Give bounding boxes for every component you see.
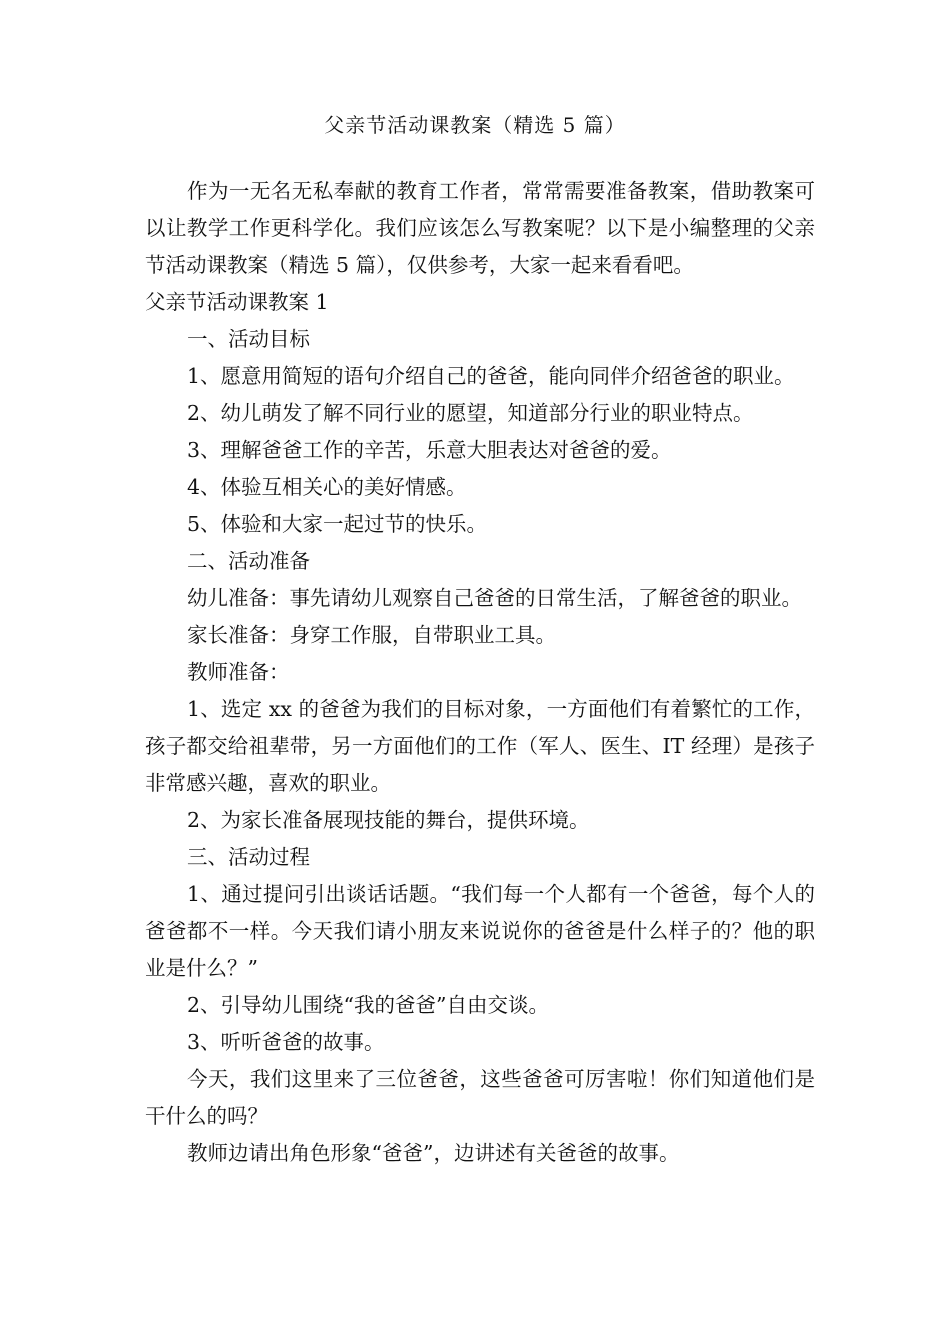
paragraph: 今天，我们这里来了三位爸爸，这些爸爸可厉害啦！你们知道他们是干什么的吗？ xyxy=(145,1067,815,1128)
paragraph: 三、活动过程 xyxy=(187,845,310,869)
paragraph: 1、愿意用简短的语句介绍自己的爸爸，能向同伴介绍爸爸的职业。 xyxy=(187,364,795,388)
document-title: 父亲节活动课教案（精选 5 篇） xyxy=(324,113,626,137)
section-heading: 父亲节活动课教案 1 xyxy=(145,290,329,314)
paragraph: 5、体验和大家一起过节的快乐。 xyxy=(187,512,488,536)
paragraph: 教师准备： xyxy=(187,660,290,684)
paragraph: 3、理解爸爸工作的辛苦，乐意大胆表达对爸爸的爱。 xyxy=(187,438,672,462)
document-body xyxy=(145,173,815,1172)
paragraph: 3、听听爸爸的故事。 xyxy=(187,1030,385,1054)
paragraph: 1、选定 xx 的爸爸为我们的目标对象，一方面他们有着繁忙的工作，孩子都交给祖辈带，另一方面他们的工作（军人、医生、IT 经理）是孩子非常感兴趣，喜欢的职业。 xyxy=(145,697,815,795)
paragraph: 2、幼儿萌发了解不同行业的愿望，知道部分行业的职业特点。 xyxy=(187,401,754,425)
paragraph: 2、引导幼儿围绕“我的爸爸”自由交谈。 xyxy=(187,993,550,1017)
paragraph: 二、活动准备 xyxy=(187,549,310,573)
paragraph: 2、为家长准备展现技能的舞台，提供环境。 xyxy=(187,808,590,832)
paragraph: 4、体验互相关心的美好情感。 xyxy=(187,475,467,499)
paragraph: 1、通过提问引出谈话话题。“我们每一个人都有一个爸爸，每个人的爸爸都不一样。今天我们请小朋友来说说你的爸爸是什么样子的？他的职业是什么？” xyxy=(145,882,815,980)
paragraph: 作为一无名无私奉献的教育工作者，常常需要准备教案，借助教案可以让教学工作更科学化。我们应该怎么写教案呢？以下是小编整理的父亲节活动课教案（精选 5 篇），仅供参考，大家一起来看看吧。 xyxy=(145,179,815,277)
paragraph: 幼儿准备：事先请幼儿观察自己爸爸的日常生活，了解爸爸的职业。 xyxy=(187,586,802,610)
paragraph: 教师边请出角色形象“爸爸”，边讲述有关爸爸的故事。 xyxy=(187,1141,680,1165)
paragraph: 家长准备：身穿工作服，自带职业工具。 xyxy=(187,623,556,647)
paragraph: 一、活动目标 xyxy=(187,327,310,351)
